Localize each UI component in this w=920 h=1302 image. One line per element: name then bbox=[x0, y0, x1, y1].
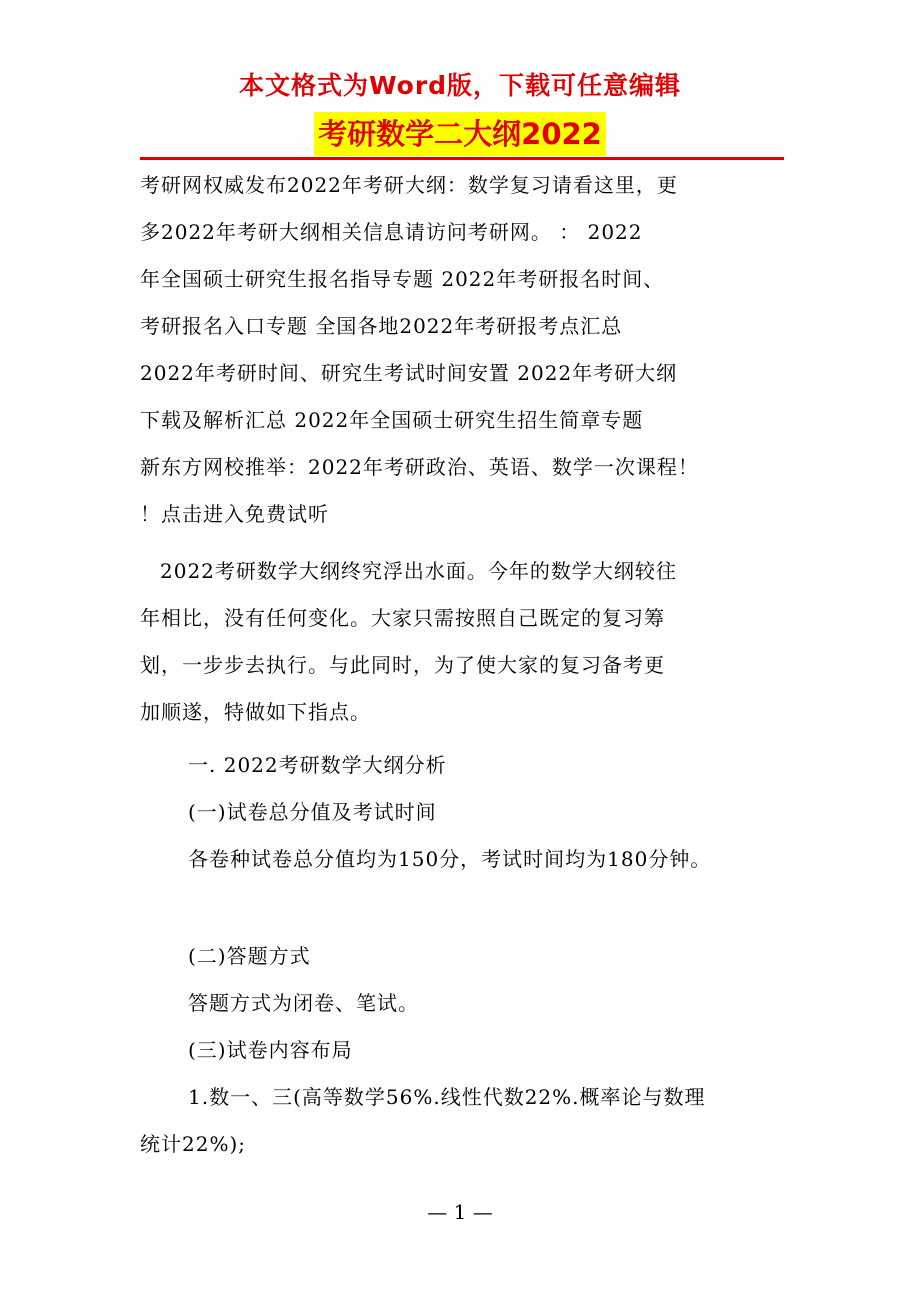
summary-paragraph bbox=[140, 548, 796, 736]
intro-line: 多2022年考研大纲相关信息请访问考研网。 ： 2022 bbox=[140, 220, 643, 244]
title-divider bbox=[140, 157, 784, 160]
subsection-heading: (一)试卷总分值及考试时间 bbox=[188, 800, 437, 824]
summary-line: 年相比，没有任何变化。大家只需按照自己既定的复习筹 bbox=[140, 606, 665, 630]
format-banner: 本文格式为Word版，下载可任意编辑 bbox=[238, 71, 682, 100]
summary-line: 划，一步步去执行。与此同时，为了使大家的复习备考更 bbox=[140, 653, 665, 677]
subsection-heading: (二)答题方式 bbox=[188, 944, 311, 968]
subsection-text: 各卷种试卷总分值均为150分，考试时间均为180分钟。 bbox=[188, 847, 712, 871]
intro-line: 新东方网校推举：2022年考研政治、英语、数学一次课程！ bbox=[140, 455, 699, 479]
list-item-continuation: 统计22%); bbox=[140, 1132, 246, 1156]
intro-line: 考研网权威发布2022年考研大纲：数学复习请看这里，更 bbox=[140, 173, 678, 197]
intro-line: 2022年考研时间、研究生考试时间安置 2022年考研大纲 bbox=[140, 361, 678, 385]
summary-line: 2022考研数学大纲终究浮出水面。今年的数学大纲较往 bbox=[160, 559, 677, 583]
list-item: 1.数一、三(高等数学56%.线性代数22%.概率论与数理 bbox=[188, 1085, 706, 1109]
intro-line: 考研报名入口专题 全国各地2022年考研报考点汇总 bbox=[140, 314, 623, 338]
section-heading: 一. 2022考研数学大纲分析 bbox=[188, 753, 447, 777]
title-container bbox=[0, 112, 920, 156]
intro-line: 下载及解析汇总 2022年全国硕士研究生招生简章专题 bbox=[140, 408, 644, 432]
intro-line: ！点击进入免费试听 bbox=[140, 502, 329, 526]
intro-line: 年全国硕士研究生报名指导专题 2022年考研报名时间、 bbox=[140, 267, 665, 291]
summary-line: 加顺遂，特做如下指点。 bbox=[140, 700, 371, 724]
section-answer-mode bbox=[140, 933, 796, 1168]
subsection-heading: (三)试卷内容布局 bbox=[188, 1038, 353, 1062]
document-title: 考研数学二大纲2022 bbox=[314, 112, 606, 156]
section-analysis bbox=[140, 742, 796, 883]
subsection-text: 答题方式为闭卷、笔试。 bbox=[188, 991, 419, 1015]
page-number: — 1 — bbox=[427, 1200, 493, 1224]
intro-paragraph bbox=[140, 162, 796, 538]
